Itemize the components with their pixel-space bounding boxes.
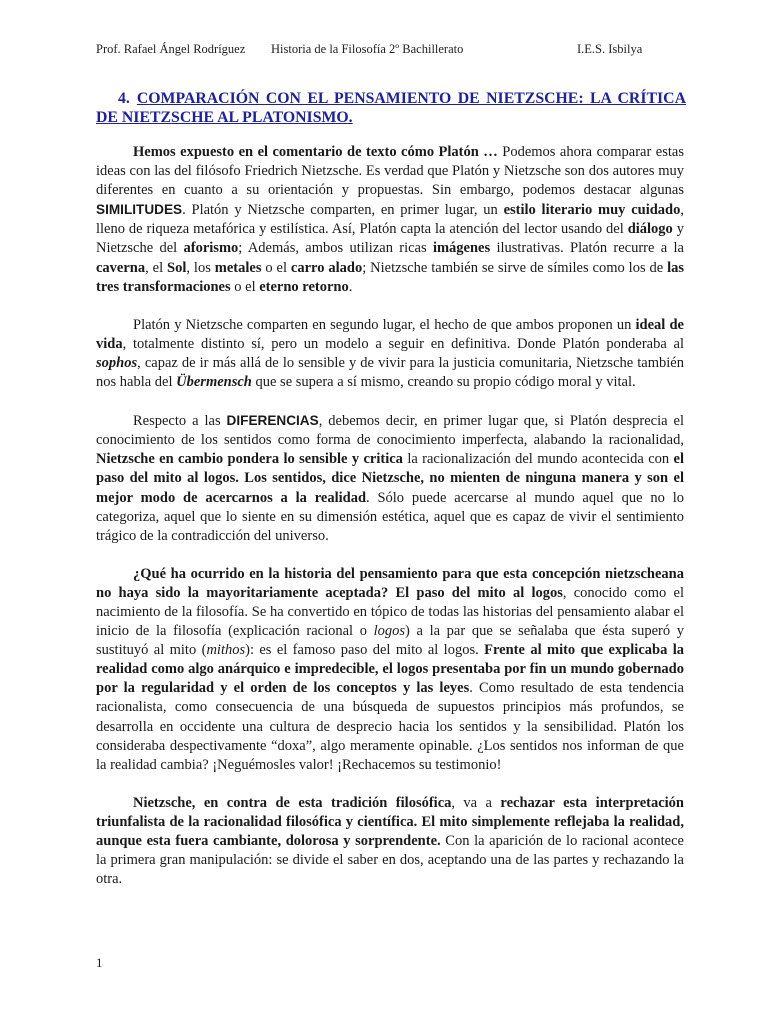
p1-text: Podemos ahora comparar estas ideas con las del filósofo Friedrich Nietzsche. Es verdad que Platón y Nietzsche son dos autores muy diferentes en cuanto a su orientación y propuestas. Sin embargo, podemos destacar algunas xyxy=(96,144,684,199)
p4-text: , conocido como el nacimiento de la filosofía. Se ha convertido en tópico de todas las historias del pensamiento alabar el inicio de la filosofía (explicación racional o xyxy=(96,584,684,640)
p5-text: Con la aparición de lo racional acontece la primera gran manipulación: se divide el saber en dos, aceptando una de las partes y rechazando la otra. xyxy=(96,833,684,888)
p3-paso: el paso del mito al logos. Los sentidos, dice Nietzsche, no mienten de ninguna manera y son el mejor modo de acercarnos a la realidad xyxy=(96,451,685,506)
header-course: Historia de la Filosofía 2º Bachillerato xyxy=(271,42,464,56)
section-title-text: COMPARACIÓN CON EL PENSAMIENTO DE NIETZSCHE: LA CRÍTICA DE NIETZSCHE AL PLATONISMO. xyxy=(96,90,686,126)
document-body xyxy=(96,143,684,889)
p3-text: , debemos decir, en primer lugar que, si Platón desprecia el conocimiento de los sentidos como forma de conocimiento imperfecta, alabando la racionalidad, xyxy=(96,413,684,449)
p3-text: . Sólo puede acercarse al mundo aquel que no lo categoriza, aquel que lo siente en su dimensión estética, aquel que es capaz de vivir el sentimiento trágico de la contradicción del universo. xyxy=(96,489,684,544)
p1-text: . xyxy=(348,278,353,295)
p5-lead: Nietzsche, en contra de esta tradición filosófica xyxy=(133,794,452,811)
p3-text: Respecto a las xyxy=(133,413,227,430)
p3-text: la racionalización del mundo acontecida con xyxy=(402,451,674,468)
section-number: 4. xyxy=(118,90,130,107)
p2-ideal: ideal de vida xyxy=(96,316,684,352)
paragraph-ideal xyxy=(96,316,684,392)
p1-caverna: caverna xyxy=(96,259,146,276)
p1-sol: Sol xyxy=(167,259,187,276)
p2-text: Platón y Nietzsche comparten en segundo lugar, el hecho de que ambos proponen un xyxy=(133,316,636,333)
p4-frente: Frente al mito que explicaba la realidad como algo anárquico e impredecible, el logos presentaba por fin un mundo gobernado por la regularidad y el orden de los conceptos y las leyes xyxy=(96,642,684,697)
p4-logos: logos xyxy=(373,623,406,640)
p1-text: o el xyxy=(230,278,260,295)
p4-question: ¿Qué ha ocurrido en la historia del pensamiento para que esta concepción nietzscheana no haya sido la mayoritariamente aceptada? El paso del mito al logos xyxy=(96,565,684,601)
p2-ubermensch: Übermensch xyxy=(176,374,252,391)
p1-similitudes: SIMILITUDES xyxy=(96,202,183,218)
p4-text: ) a la par que se señalaba que ésta superó y sustituyó al mito ( xyxy=(96,623,684,659)
p1-text: ; Nietzsche también se sirve de símiles como los de xyxy=(362,259,668,276)
p1-transformaciones: las tres transformaciones xyxy=(96,259,685,295)
p1-text: , los xyxy=(186,259,215,276)
p1-lead: Hemos expuesto en el comentario de texto cómo Platón … xyxy=(133,144,498,160)
p4-mithos: mithos xyxy=(206,642,246,659)
p3-diferencias: DIFERENCIAS xyxy=(226,413,319,429)
paragraph-rechazo xyxy=(96,794,684,889)
page-number: 1 xyxy=(96,955,103,970)
p4-text: ): es el famoso paso del mito al logos. xyxy=(245,642,485,659)
paragraph-mito-logos xyxy=(96,565,684,775)
p1-text: ; Además, ambos utilizan ricas xyxy=(238,240,433,257)
p1-text: , el xyxy=(145,259,168,276)
p1-carro: carro alado xyxy=(290,259,363,276)
p2-text: , capaz de ir más allá de lo sensible y de vivir para la justicia comunitaria, Nietzsche también nos habla del xyxy=(96,354,684,391)
p1-aforismo: aforismo xyxy=(183,240,239,257)
p5-rechazar: rechazar esta interpretación triunfalista de la racionalidad filosófica y científica. El mito simplemente reflejaba la realidad, aunque esta fuera cambiante, dolorosa y sorprendente. xyxy=(96,794,684,849)
p1-eterno: eterno retorno xyxy=(259,278,349,295)
p1-estilo: estilo literario muy cuidado xyxy=(503,202,681,219)
p2-sophos: sophos xyxy=(96,354,138,371)
p3-pondera: Nietzsche en cambio pondera lo sensible y critica xyxy=(96,451,403,468)
p5-text: , va a xyxy=(451,794,501,811)
p4-text: . Como resultado de esta tendencia racionalista, como consecuencia de una búsqueda de supuestos principios más profundos, se desarrolla en occidente una cultura de desprecio hacia los sentidos y la sensibilidad. Platón los consideraba despectivamente “doxa”, algo meramente opinable. ¿Los sentidos nos informan de que la realidad cambia? ¡Neguémosles valor! ¡Rechacemos su testimonio! xyxy=(96,680,684,773)
header-author: Prof. Rafael Ángel Rodríguez xyxy=(96,42,246,56)
p2-text: que se supera a sí mismo, creando su propio código moral y vital. xyxy=(251,374,636,391)
p1-dialogo: diálogo xyxy=(627,221,673,238)
header-school: I.E.S. Isbilya xyxy=(577,42,643,56)
section-title xyxy=(96,89,686,127)
p1-text: ilustrativas. Platón recurre a la xyxy=(490,240,684,257)
p1-text: . Platón y Nietzsche comparten, en primer lugar, un xyxy=(182,202,504,219)
p1-text: , lleno de riqueza metafórica y estilística. Así, Platón capta la atención del lector usando del xyxy=(96,202,684,238)
p2-text: , totalmente distinto sí, pero un modelo a seguir en definitiva. Donde Platón ponderaba al xyxy=(122,335,684,352)
paragraph-similitudes xyxy=(96,143,684,297)
p1-text: y Nietzsche del xyxy=(96,221,684,257)
p1-imagenes: imágenes xyxy=(432,240,491,257)
p1-text: o el xyxy=(261,259,291,276)
p1-metales: metales xyxy=(214,259,262,276)
paragraph-diferencias xyxy=(96,411,684,546)
